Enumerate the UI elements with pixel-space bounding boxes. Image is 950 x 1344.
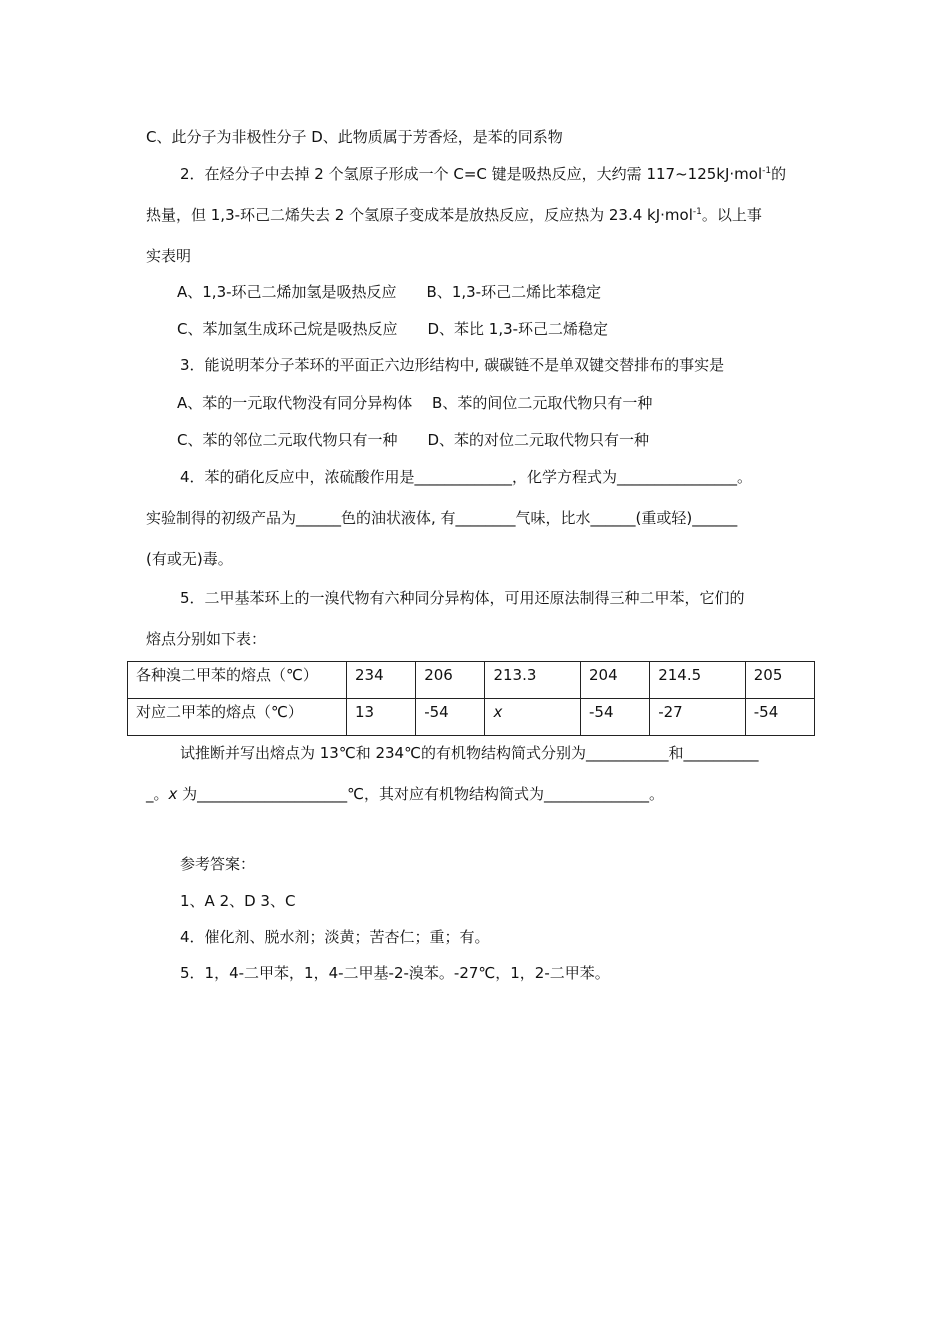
question2-text-1-end: 的 bbox=[771, 165, 787, 183]
table-cell: 206 bbox=[416, 662, 485, 699]
question2-text-2: 热量，但 1,3-环己二烯失去 2 个氢原子变成苯是放热反应，反应热为 23.4 kJ·mol bbox=[146, 206, 693, 224]
answer-title: 参考答案： bbox=[180, 855, 256, 873]
question5-text-4-pre: _。 bbox=[146, 785, 169, 803]
question3-options-cd: C、苯的邻位二元取代物只有一种 D、苯的对位二元取代物只有一种 bbox=[177, 431, 650, 449]
variable-x: x bbox=[168, 785, 178, 803]
question4-line3: (有或无)毒。 bbox=[146, 550, 233, 568]
table-cell: x bbox=[485, 699, 581, 736]
question4-line2: 实验制得的初级产品为______色的油状液体, 有________气味，比水______(重或轻)______ bbox=[146, 509, 738, 527]
table-cell: 213.3 bbox=[485, 662, 581, 699]
table-cell: 205 bbox=[745, 662, 814, 699]
unit-superscript: -1 bbox=[762, 166, 772, 176]
question3-options-ab: A、苯的一元取代物没有同分异构体 B、苯的间位二元取代物只有一种 bbox=[177, 394, 653, 412]
question5-line4 bbox=[146, 784, 664, 804]
table-cell: 234 bbox=[347, 662, 416, 699]
question2-text-2-end: 。以上事 bbox=[701, 206, 762, 224]
table-row bbox=[128, 699, 815, 736]
question5-line3: 试推断并写出熔点为 13℃和 234℃的有机物结构简式分别为___________和__________ bbox=[180, 744, 759, 762]
question1-option-cd: C、此分子为非极性分子 D、此物质属于芳香烃，是苯的同系物 bbox=[146, 128, 563, 146]
table-row bbox=[128, 662, 815, 699]
question5-line2: 熔点分别如下表： bbox=[146, 630, 267, 648]
question2-text-1: 2．在烃分子中去掉 2 个氢原子形成一个 C=C 键是吸热反应，大约需 117~125kJ·mol bbox=[180, 165, 763, 183]
question3-text: 3．能说明苯分子苯环的平面正六边形结构中, 碳碳链不是单双键交替排布的事实是 bbox=[180, 356, 725, 374]
answer-1-3: 1、A 2、D 3、C bbox=[180, 892, 296, 910]
row-header: 对应二甲苯的熔点（℃） bbox=[128, 699, 347, 736]
unit-superscript: -1 bbox=[692, 207, 702, 217]
table-cell: -54 bbox=[580, 699, 649, 736]
table-cell: -54 bbox=[416, 699, 485, 736]
question2-line1 bbox=[180, 164, 786, 184]
table-cell: 13 bbox=[347, 699, 416, 736]
answer-4: 4．催化剂、脱水剂；淡黄；苦杏仁；重；有。 bbox=[180, 928, 490, 946]
question2-options-ab: A、1,3-环己二烯加氢是吸热反应 B、1,3-环己二烯比苯稳定 bbox=[177, 283, 602, 301]
table-cell: -27 bbox=[650, 699, 746, 736]
question5-line1: 5．二甲基苯环上的一溴代物有六种同分异构体，可用还原法制得三种二甲苯，它们的 bbox=[180, 589, 745, 607]
melting-point-table bbox=[127, 661, 815, 736]
question2-options-cd: C、苯加氢生成环己烷是吸热反应 D、苯比 1,3-环己二烯稳定 bbox=[177, 320, 609, 338]
table-cell: 214.5 bbox=[650, 662, 746, 699]
row-header: 各种溴二甲苯的熔点（℃） bbox=[128, 662, 347, 699]
question5-text-4-post: 为____________________℃，其对应有机物结构简式为______________。 bbox=[177, 785, 665, 803]
answer-5: 5．1，4-二甲苯，1，4-二甲基-2-溴苯。-27℃，1，2-二甲苯。 bbox=[180, 964, 610, 982]
question4-line1: 4．苯的硝化反应中，浓硫酸作用是_____________，化学方程式为________________。 bbox=[180, 468, 753, 486]
question2-line3: 实表明 bbox=[146, 247, 192, 265]
table-cell: 204 bbox=[580, 662, 649, 699]
table-cell: -54 bbox=[745, 699, 814, 736]
question2-line2 bbox=[146, 205, 762, 225]
